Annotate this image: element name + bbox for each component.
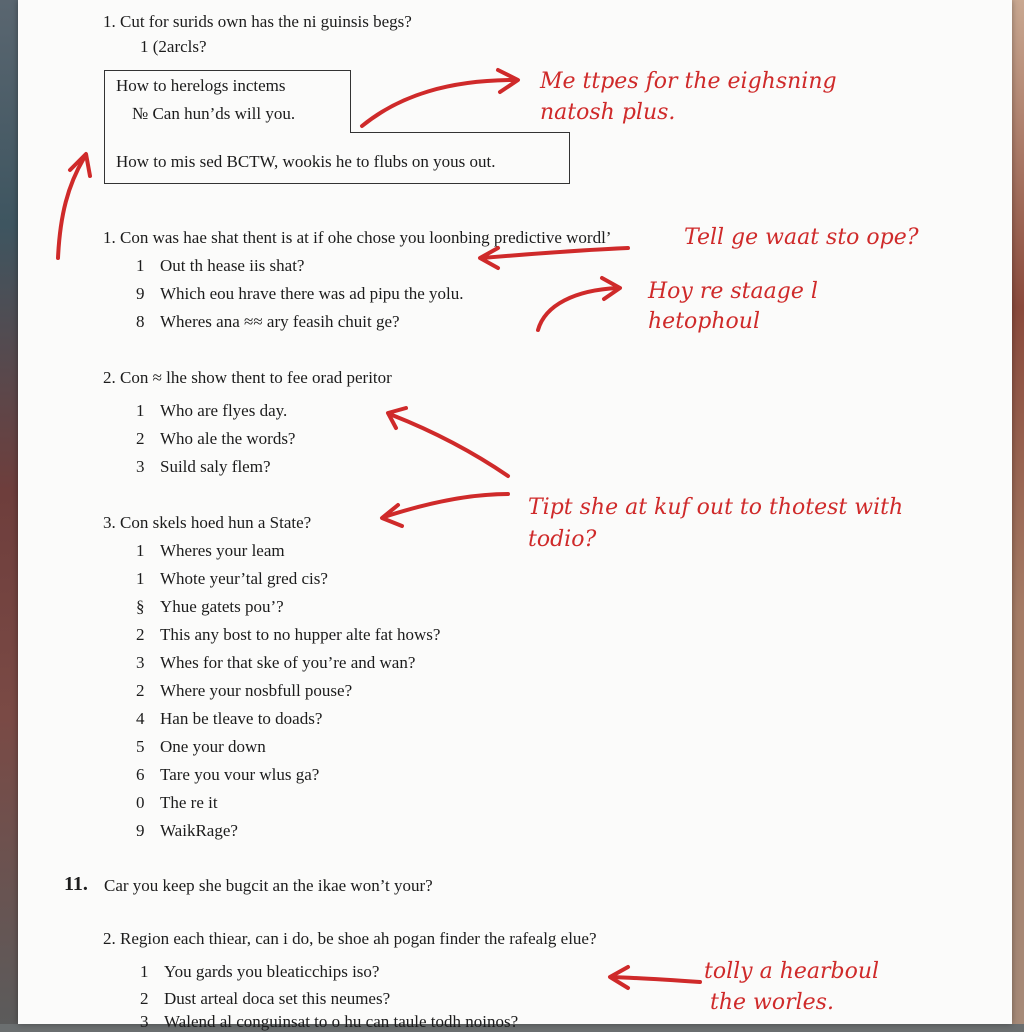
list-item: Yhue gatets pou’? [160, 597, 284, 616]
arrow-to-note-3 [538, 288, 618, 330]
list-item: Who are flyes day. [160, 401, 288, 420]
list-item: Wheres ana ≈≈ ary feasih chuit ge? [160, 312, 400, 331]
annotation-note-1-line-1: Me ttpes for the eighsning [540, 69, 837, 94]
list-number: 1 [136, 256, 145, 275]
list-item: Suild saly flem? [160, 457, 271, 476]
list-item: Which eou hrave there was ad pipu the yolu. [160, 284, 464, 303]
list-number: 3 [136, 457, 145, 476]
list-item: Out th hease iis shat? [160, 256, 305, 275]
list-number: 4 [136, 709, 145, 728]
list-number: 5 [136, 737, 145, 756]
list-item: Walend al conguinsat to o hu can taule todh noinos? [164, 1012, 519, 1031]
annotation-note-4-line-2: todio? [528, 527, 597, 552]
list-number: 2 [136, 625, 145, 644]
box-line-1: How to herelogs inctems [116, 76, 286, 95]
arrow-to-q4 [384, 494, 508, 517]
list-item: Wheres your leam [160, 541, 285, 560]
list-number: 9 [136, 821, 145, 840]
list-number: 3 [140, 1012, 149, 1031]
list-item: The re it [160, 793, 218, 812]
list-number: 0 [136, 793, 145, 812]
list-item: Whote yeur’tal gred cis? [160, 569, 328, 588]
list-number: § [136, 597, 145, 616]
annotation-note-3-line-1: Hoy re staage l [648, 279, 818, 304]
question-4-title: 3. Con skels hoed hun a State? [103, 513, 312, 532]
list-item: Dust arteal doca set this neumes? [164, 989, 391, 1008]
question-1-sub: 1 (2arcls? [140, 37, 207, 56]
list-number: 9 [136, 284, 145, 303]
list-number: 2 [136, 681, 145, 700]
list-number: 6 [136, 765, 145, 784]
list-item: This any bost to no hupper alte fat hows? [160, 625, 441, 644]
list-number: 1 [136, 569, 145, 588]
list-number: 2 [140, 989, 149, 1008]
question-6-title: 2. Region each thiear, can i do, be shoe ah pogan finder the rafealg elue? [103, 929, 597, 948]
arrow-up-left [392, 415, 508, 476]
question-3-title: 2. Con ≈ lhe show thent to fee orad peritor [103, 368, 392, 387]
question-1-title: 1. Cut for surids own has the ni guinsis begs? [103, 12, 412, 31]
list-number: 2 [136, 429, 145, 448]
annotation-note-3-line-2: hetophoul [648, 309, 760, 334]
list-item: Han be tleave to doads? [160, 709, 323, 728]
list-item: WaikRage? [160, 821, 238, 840]
list-number: 1 [136, 541, 145, 560]
annotation-note-4-line-1: Tipt she at kuf out to thotest with [528, 495, 904, 520]
annotation-note-2: Tell ge waat sto ope? [684, 225, 919, 250]
list-item: Where your nosbfull pouse? [160, 681, 353, 700]
list-item: Who ale the words? [160, 429, 296, 448]
list-item: Whes for that ske of you’re and wan? [160, 653, 416, 672]
arrow-to-note-1 [362, 80, 515, 126]
question-5-number: 11. [64, 873, 88, 895]
box-line-3: How to mis sed BCTW, wookis he to flubs on yous out. [116, 152, 496, 171]
list-number: 3 [136, 653, 145, 672]
list-item: Tare you vour wlus ga? [160, 765, 320, 784]
list-number: 1 [140, 962, 149, 981]
box-line-2: № Can hun’ds will you. [132, 104, 296, 123]
list-number: 8 [136, 312, 145, 331]
annotation-note-5-line-2: the worles. [710, 990, 834, 1015]
annotation-note-5-line-1: tolly a hearboul [704, 959, 880, 984]
arrow-to-predictive [482, 248, 628, 258]
question-2-title: 1. Con was hae shat thent is at if ohe chose you loonbing predictive wordl’ [103, 228, 612, 247]
arrow-to-q6 [612, 977, 700, 982]
list-number: 1 [136, 401, 145, 420]
annotation-note-1-line-2: natosh plus. [540, 100, 676, 125]
arrow-left-up [58, 158, 84, 258]
list-item: One your down [160, 737, 266, 756]
list-item: You gards you bleaticchips iso? [164, 962, 380, 981]
question-5-title: Car you keep she bugcit an the ikae won’t your? [104, 876, 433, 895]
